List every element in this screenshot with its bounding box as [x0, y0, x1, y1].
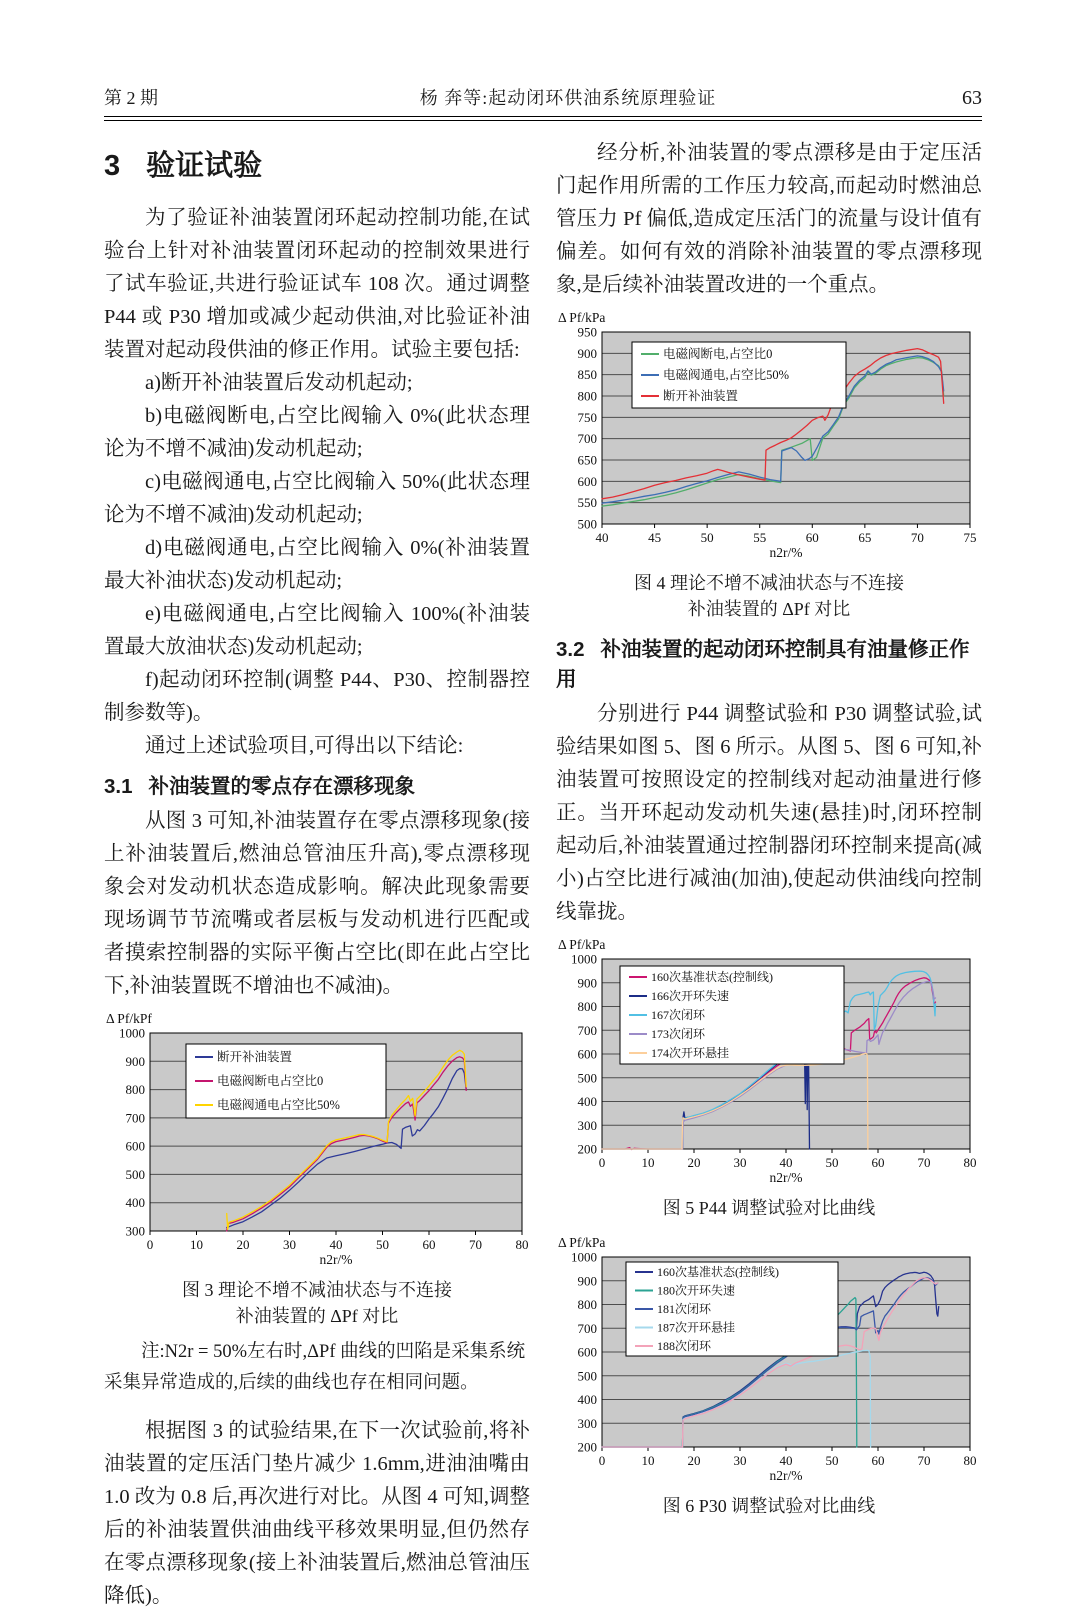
svg-text:70: 70 [917, 1155, 931, 1170]
svg-text:n2r/%: n2r/% [769, 1170, 803, 1185]
svg-text:20: 20 [687, 1155, 701, 1170]
svg-text:n2r/%: n2r/% [769, 545, 803, 560]
svg-text:40: 40 [779, 1453, 793, 1468]
section-3-number: 3 [104, 150, 121, 182]
figure-3-caption-line1: 图 3 理论不增不减油状态与不连接 [182, 1280, 452, 1300]
svg-text:电磁阀通电,占空比50%: 电磁阀通电,占空比50% [663, 368, 790, 382]
list-item-e: e)电磁阀通电,占空比阀输入 100%(补油装置最大放油状态)发动机起动; [104, 603, 530, 658]
svg-text:1000: 1000 [571, 1249, 597, 1265]
svg-text:30: 30 [733, 1155, 747, 1170]
svg-text:900: 900 [125, 1053, 145, 1069]
svg-text:60: 60 [422, 1237, 436, 1252]
figure-3-note [104, 1337, 530, 1399]
figure-6-caption: 图 6 P30 调整试验对比曲线 [662, 1496, 876, 1516]
svg-text:600: 600 [577, 1046, 597, 1062]
section-3-2-title: 补油装置的起动闭环控制具有油量修正作用 [556, 638, 970, 691]
svg-text:166次开环失速: 166次开环失速 [651, 989, 730, 1003]
svg-text:550: 550 [577, 495, 597, 511]
figure-5-chart [556, 937, 982, 1187]
svg-text:断开补油装置: 断开补油装置 [217, 1050, 293, 1064]
svg-text:30: 30 [733, 1453, 747, 1468]
svg-text:60: 60 [805, 530, 819, 545]
figure-4 [556, 310, 982, 562]
svg-text:600: 600 [577, 1344, 597, 1360]
svg-text:750: 750 [577, 409, 597, 425]
svg-text:n2r/%: n2r/% [769, 1468, 803, 1483]
svg-text:10: 10 [641, 1155, 655, 1170]
svg-text:850: 850 [577, 367, 597, 383]
svg-text:500: 500 [577, 516, 597, 532]
svg-text:187次开环悬挂: 187次开环悬挂 [657, 1320, 736, 1335]
left-column [104, 137, 530, 1613]
svg-text:800: 800 [577, 388, 597, 404]
svg-text:20: 20 [236, 1237, 250, 1252]
figure-3-caption [104, 1277, 530, 1329]
svg-text:70: 70 [910, 530, 924, 545]
svg-text:300: 300 [125, 1223, 145, 1239]
svg-text:188次闭环: 188次闭环 [657, 1339, 712, 1353]
right-column [556, 137, 982, 1613]
svg-text:300: 300 [577, 1415, 597, 1431]
header-rule [104, 116, 982, 121]
svg-text:600: 600 [577, 473, 597, 489]
svg-text:45: 45 [648, 530, 662, 545]
svg-text:500: 500 [577, 1070, 597, 1086]
paragraph: 为了验证补油装置闭环起动控制功能,在试验台上针对补油装置闭环起动的控制效果进行了试车验证,共进行验证试车 108 次。通过调整 P44 或 P30 增加或减少起动供油,对比验证补油装置对起动段供油的修正作用。试验主要包括: [104, 207, 530, 361]
svg-text:600: 600 [125, 1138, 145, 1154]
svg-text:Δ Pf/kPa: Δ Pf/kPa [558, 937, 606, 952]
svg-text:500: 500 [577, 1368, 597, 1384]
svg-text:160次基准状态(控制线): 160次基准状态(控制线) [651, 970, 773, 984]
paragraph: 通过上述试验项目,可得出以下结论: [145, 735, 464, 757]
svg-text:700: 700 [577, 431, 597, 447]
paragraph: 从图 3 可知,补油装置存在零点漂移现象(接上补油装置后,燃油总管油压升高),零点漂移现象会对发动机状态造成影响。解决此现象需要现场调节节流嘴或者层板与发动机进行匹配或者摸索控制器的实际平衡占空比(即在此占空比下,补油装置既不增油也不减油)。 [104, 810, 530, 997]
section-3-1-number: 3.1 [104, 775, 133, 798]
figure-3 [104, 1011, 530, 1269]
two-column-body [104, 137, 982, 1613]
svg-text:80: 80 [515, 1237, 529, 1252]
svg-text:650: 650 [577, 452, 597, 468]
list-item-a: a)断开补油装置后发动机起动; [145, 372, 413, 394]
svg-text:75: 75 [963, 530, 977, 545]
svg-text:40: 40 [779, 1155, 793, 1170]
svg-text:50: 50 [376, 1237, 389, 1252]
paragraph: 根据图 3 的试验结果,在下一次试验前,将补油装置的定压活门垫片减少 1.6mm,进油油嘴由 1.0 改为 0.8 后,再次进行对比。从图 4 可知,调整后的补油装置供油曲线平移效果明显,但仍然存在零点漂移现象(接上补油装置后,燃油总管油压降低)。 [104, 1420, 530, 1607]
figure-6 [556, 1235, 982, 1485]
figure-3-caption-line2: 补油装置的 ΔPf 对比 [235, 1306, 399, 1326]
svg-text:200: 200 [577, 1141, 597, 1157]
svg-text:160次基准状态(控制线): 160次基准状态(控制线) [657, 1265, 779, 1279]
svg-text:断开补油装置: 断开补油装置 [663, 389, 739, 403]
page-number: 63 [962, 87, 982, 109]
paragraph: 分别进行 P44 调整试验和 P30 调整试验,试验结果如图 5、图 6 所示。从图 5、图 6 可知,补油装置可按照设定的控制线对起动油量进行修正。当开环起动发动机失速(悬挂)时,闭环控制起动后,补油装置通过控制器闭环控制来提高(减小)占空比进行减油(加油),使起动供油线向控制线靠拢。 [556, 703, 982, 923]
page-header [104, 84, 982, 110]
svg-text:950: 950 [577, 324, 597, 340]
svg-text:300: 300 [577, 1117, 597, 1133]
running-title: 杨 奔等:起动闭环供油系统原理验证 [419, 88, 717, 108]
note-line2: 采集异常造成的,后续的曲线也存在相同问题。 [104, 1373, 479, 1393]
figure-5-caption: 图 5 P44 调整试验对比曲线 [662, 1198, 876, 1218]
section-3-heading [104, 143, 530, 184]
svg-text:70: 70 [469, 1237, 482, 1252]
svg-text:Δ Pf/kPf: Δ Pf/kPf [106, 1011, 152, 1026]
svg-text:n2r/%: n2r/% [319, 1252, 353, 1267]
svg-text:173次闭环: 173次闭环 [651, 1027, 706, 1041]
svg-text:Δ Pf/kPa: Δ Pf/kPa [558, 1235, 606, 1250]
svg-text:1000: 1000 [571, 951, 597, 967]
svg-text:50: 50 [825, 1155, 839, 1170]
svg-text:900: 900 [577, 345, 597, 361]
svg-text:70: 70 [917, 1453, 931, 1468]
svg-text:700: 700 [577, 1022, 597, 1038]
svg-text:55: 55 [753, 530, 767, 545]
svg-text:800: 800 [577, 999, 597, 1014]
svg-text:200: 200 [577, 1439, 597, 1455]
svg-text:174次开环悬挂: 174次开环悬挂 [651, 1046, 730, 1060]
svg-text:1000: 1000 [119, 1025, 145, 1041]
svg-text:900: 900 [577, 1273, 597, 1289]
svg-text:Δ Pf/kPa: Δ Pf/kPa [558, 310, 606, 325]
svg-text:65: 65 [858, 530, 872, 545]
svg-text:50: 50 [700, 530, 714, 545]
figure-4-caption-line2: 补油装置的 ΔPf 对比 [687, 599, 851, 619]
list-item-d: d)电磁阀通电,占空比阀输入 0%(补油装置最大补油状态)发动机起动; [104, 537, 530, 592]
svg-text:700: 700 [577, 1320, 597, 1336]
svg-text:800: 800 [125, 1082, 145, 1098]
svg-text:0: 0 [146, 1237, 154, 1252]
svg-text:900: 900 [577, 975, 597, 991]
journal-issue: 第 2 期 [104, 88, 158, 108]
svg-text:0: 0 [598, 1155, 606, 1170]
svg-text:80: 80 [963, 1453, 977, 1468]
svg-text:80: 80 [963, 1155, 977, 1170]
svg-text:181次闭环: 181次闭环 [657, 1302, 712, 1316]
section-3-title: 验证试验 [146, 150, 263, 182]
figure-4-chart [556, 310, 982, 562]
svg-text:700: 700 [125, 1110, 145, 1126]
svg-text:60: 60 [871, 1155, 885, 1170]
svg-text:500: 500 [125, 1166, 145, 1182]
section-3-1-title: 补油装置的零点存在漂移现象 [148, 775, 415, 798]
figure-4-caption [556, 570, 982, 622]
svg-text:30: 30 [283, 1237, 296, 1252]
figure-4-caption-line1: 图 4 理论不增不减油状态与不连接 [634, 573, 904, 593]
figure-6-chart [556, 1235, 982, 1485]
svg-text:50: 50 [825, 1453, 839, 1468]
svg-text:电磁阀通电占空比50%: 电磁阀通电占空比50% [217, 1098, 340, 1112]
svg-text:60: 60 [871, 1453, 885, 1468]
section-3-2-number: 3.2 [556, 638, 585, 661]
svg-text:400: 400 [577, 1392, 597, 1407]
svg-text:400: 400 [577, 1094, 597, 1109]
figure-5 [556, 937, 982, 1187]
section-3-1-heading [104, 769, 530, 799]
note-line1: 注:N2r = 50%左右时,ΔPf 曲线的凹陷是采集系统 [141, 1342, 526, 1362]
svg-text:40: 40 [595, 530, 609, 545]
svg-text:电磁阀断电,占空比0: 电磁阀断电,占空比0 [663, 347, 773, 361]
svg-text:800: 800 [577, 1297, 597, 1312]
svg-text:10: 10 [190, 1237, 203, 1252]
svg-text:0: 0 [598, 1453, 606, 1468]
svg-text:10: 10 [641, 1453, 655, 1468]
list-item-b: b)电磁阀断电,占空比阀输入 0%(此状态理论为不增不减油)发动机起动; [104, 405, 530, 460]
svg-text:180次开环失速: 180次开环失速 [657, 1283, 736, 1298]
svg-text:20: 20 [687, 1453, 701, 1468]
svg-text:电磁阀断电占空比0: 电磁阀断电占空比0 [217, 1074, 324, 1088]
svg-text:167次闭环: 167次闭环 [651, 1008, 706, 1022]
list-item-f: f)起动闭环控制(调整 P44、P30、控制器控制参数等)。 [104, 669, 530, 724]
section-3-2-heading [556, 632, 982, 692]
figure-3-chart [104, 1011, 534, 1269]
list-item-c: c)电磁阀通电,占空比阀输入 50%(此状态理论为不增不减油)发动机起动; [104, 471, 530, 526]
svg-text:40: 40 [329, 1237, 343, 1252]
svg-text:400: 400 [125, 1195, 145, 1211]
paragraph: 经分析,补油装置的零点漂移是由于定压活门起作用所需的工作压力较高,而起动时燃油总管压力 Pf 偏低,造成定压活门的流量与设计值有偏差。如何有效的消除补油装置的零点漂移现象,是后续补油装置改进的一个重点。 [556, 142, 982, 296]
